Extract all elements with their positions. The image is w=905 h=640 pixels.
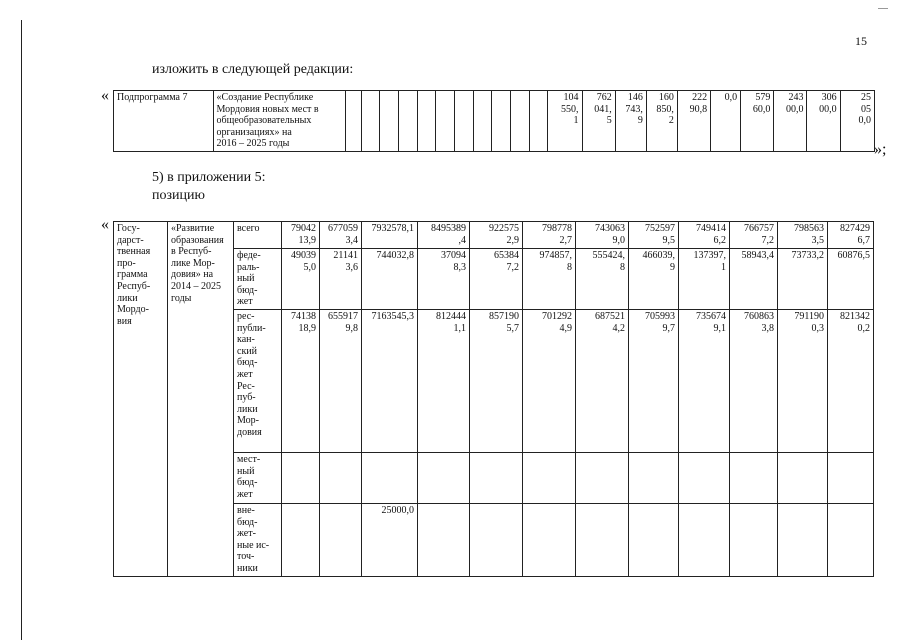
- cell-line: 6,7: [857, 234, 870, 246]
- cell-line: ный: [237, 465, 255, 477]
- cell-line: 21141: [333, 250, 358, 261]
- cell-line: всего: [237, 223, 260, 234]
- value-cell: [418, 310, 470, 453]
- value-cell: [320, 222, 362, 249]
- cell-line: 791190: [794, 311, 824, 322]
- value-cell: [774, 91, 807, 152]
- cell-line: 579: [755, 92, 771, 103]
- value-cell: [828, 453, 874, 504]
- value-cell: [548, 91, 582, 152]
- value-cell: [362, 453, 418, 504]
- cell-line: 9,8: [345, 322, 358, 334]
- cell-line: 222: [692, 92, 708, 103]
- cell-line: 705993: [645, 311, 675, 322]
- value-cell: [282, 453, 320, 504]
- cell-line: Рес-: [237, 380, 255, 392]
- value-cell: [741, 91, 774, 152]
- cell-line: 306: [821, 92, 837, 103]
- value-cell: [615, 91, 646, 152]
- cell-line: 65384: [494, 250, 519, 261]
- quote-open-1: «: [101, 87, 109, 104]
- value-cell: [679, 504, 730, 577]
- cell-line: 8,3: [453, 261, 466, 273]
- cell-line: 9: [637, 115, 643, 127]
- value-cell: [646, 91, 677, 152]
- cell-line: 00,0: [785, 103, 804, 115]
- cell-line: 25: [861, 92, 871, 103]
- value-cell: [523, 222, 576, 249]
- empty-cell: [529, 91, 548, 152]
- cell-line: жет: [237, 368, 253, 380]
- cell-line: 041,: [594, 103, 612, 115]
- cell-line: публи-: [237, 322, 266, 334]
- cell-line: вия: [117, 315, 132, 327]
- value-cell: [730, 504, 778, 577]
- cell-line: в Респуб-: [171, 246, 212, 258]
- value-cell: [576, 310, 629, 453]
- cell-line: Мордо-: [117, 304, 149, 316]
- cell-line: 798563: [794, 223, 824, 234]
- cell-line: 701292: [542, 311, 572, 322]
- cell-line: «Развитие: [171, 223, 215, 234]
- cell-line: 0,0: [724, 92, 738, 103]
- cell-line: 2: [668, 115, 674, 127]
- value-cell: [828, 310, 874, 453]
- cell-line: довия: [237, 426, 262, 438]
- cell-line: 9,5: [662, 234, 675, 246]
- cell-line: 760863: [744, 311, 774, 322]
- value-cell: [679, 310, 730, 453]
- cell-line: бюд-: [237, 477, 258, 489]
- cell-line: 2,7: [559, 234, 572, 246]
- cell-line: лики: [237, 403, 258, 415]
- cell-line: 25000,0: [381, 505, 414, 516]
- cell-line: бюд-: [237, 516, 258, 528]
- value-cell: [362, 504, 418, 577]
- cell-line: 7932578,1: [371, 223, 414, 234]
- cell-line: 857190: [489, 311, 519, 322]
- funding-source-cell: [234, 453, 282, 504]
- cell-line: рес-: [237, 311, 255, 322]
- value-cell: [470, 453, 523, 504]
- empty-cell: [511, 91, 530, 152]
- value-cell: [418, 453, 470, 504]
- cell-line: ский: [237, 345, 257, 357]
- intro-line: изложить в следующей редакции:: [152, 62, 354, 77]
- cell-line: ,4: [458, 234, 466, 246]
- value-cell: [523, 310, 576, 453]
- value-cell: [362, 310, 418, 453]
- cell-line: 104: [563, 92, 579, 103]
- subprogram-7-table: [113, 90, 875, 152]
- cell-line: 60,0: [752, 103, 771, 115]
- quote-close-1: »;: [874, 141, 887, 158]
- quote-open-2: «: [101, 216, 109, 233]
- cell-line: образования: [171, 234, 224, 246]
- cell-line: «Создание Республике: [216, 92, 314, 103]
- cell-line: 762: [596, 92, 612, 103]
- value-cell: [730, 249, 778, 310]
- cell-line: 79042: [291, 223, 316, 234]
- cell-line: 766757: [744, 223, 774, 234]
- value-cell: [778, 453, 828, 504]
- value-cell: [576, 249, 629, 310]
- cell-line: жет-: [237, 528, 256, 540]
- cell-line: 146: [627, 92, 643, 103]
- cell-line: 73733,2: [791, 250, 824, 261]
- value-cell: [679, 249, 730, 310]
- cell-line: 687521: [595, 311, 625, 322]
- cell-line: 752597: [645, 223, 675, 234]
- cell-line: 743063: [595, 223, 625, 234]
- cell-line: 243: [788, 92, 804, 103]
- cell-line: 466039,: [642, 250, 675, 261]
- top-edge-mark: [878, 8, 888, 9]
- cell-line: 5: [606, 115, 612, 127]
- page-number: 15: [855, 34, 867, 48]
- program-name-cell: [114, 222, 168, 577]
- cell-line: бюд-: [237, 357, 258, 369]
- value-cell: [711, 91, 741, 152]
- empty-cell: [436, 91, 455, 152]
- value-cell: [840, 91, 874, 152]
- value-cell: [282, 310, 320, 453]
- cell-line: 8: [620, 261, 625, 273]
- cell-line: 5,7: [506, 322, 519, 334]
- value-cell: [320, 249, 362, 310]
- value-cell: [629, 310, 679, 453]
- value-cell: [523, 504, 576, 577]
- value-cell: [362, 249, 418, 310]
- position-line: позицию: [152, 188, 205, 203]
- value-cell: [677, 91, 710, 152]
- table-row: [114, 91, 875, 152]
- cell-line: 18,9: [298, 322, 316, 334]
- cell-line: 827429: [840, 223, 870, 234]
- cell-line: 90,8: [689, 103, 708, 115]
- cell-line: 05: [861, 103, 871, 115]
- program-title-cell: [168, 222, 234, 577]
- funding-source-cell: [234, 504, 282, 577]
- cell-line: 2,9: [506, 234, 519, 246]
- cell-line: 4,9: [559, 322, 572, 334]
- value-cell: [730, 453, 778, 504]
- cell-line: 58943,4: [741, 250, 774, 261]
- value-cell: [320, 453, 362, 504]
- cell-line: пуб-: [237, 392, 256, 404]
- cell-line: кан-: [237, 334, 255, 346]
- cell-line: Мордовия новых мест в: [216, 103, 319, 115]
- cell-line: 6,2: [713, 234, 726, 246]
- cell-line: 0,3: [811, 322, 824, 334]
- cell-line: 3,8: [761, 322, 774, 334]
- cell-line: раль-: [237, 261, 260, 273]
- value-cell: [523, 249, 576, 310]
- cell-line: 7,2: [506, 261, 519, 273]
- value-cell: [629, 504, 679, 577]
- cell-line: 3,5: [811, 234, 824, 246]
- value-cell: [828, 249, 874, 310]
- cell-line: точ-: [237, 551, 255, 563]
- value-cell: [320, 310, 362, 453]
- value-cell: [362, 222, 418, 249]
- cell-line: 749414: [696, 223, 726, 234]
- cell-line: Подпрограмма 7: [117, 92, 188, 103]
- value-cell: [418, 504, 470, 577]
- cell-line: вне-: [237, 505, 255, 516]
- cell-line: 9,7: [662, 322, 675, 334]
- empty-cell: [417, 91, 436, 152]
- cell-line: жет: [237, 296, 253, 308]
- value-cell: [470, 222, 523, 249]
- cell-line: 160: [658, 92, 674, 103]
- cell-line: 974857,: [539, 250, 572, 261]
- cell-line: 37094: [441, 250, 466, 261]
- cell-line: дарст-: [117, 234, 144, 246]
- value-cell: [828, 504, 874, 577]
- funding-source-cell: [234, 249, 282, 310]
- cell-line: 821342: [840, 311, 870, 322]
- cell-line: 0,0: [858, 115, 871, 127]
- empty-cell: [399, 91, 418, 152]
- cell-line: 922575: [489, 223, 519, 234]
- cell-line: твенная: [117, 246, 151, 258]
- state-program-table: [113, 221, 874, 577]
- cell-line: мест-: [237, 454, 261, 465]
- value-cell: [282, 504, 320, 577]
- cell-line: грамма: [117, 269, 148, 281]
- value-cell: [576, 504, 629, 577]
- cell-line: про-: [117, 257, 136, 269]
- value-cell: [418, 222, 470, 249]
- table-row: [114, 222, 874, 249]
- cell-line: 2014 – 2025: [171, 280, 221, 292]
- cell-line: ные ис-: [237, 539, 270, 551]
- cell-line: 677059: [328, 223, 358, 234]
- cell-line: Госу-: [117, 223, 140, 234]
- cell-line: 9,0: [612, 234, 625, 246]
- cell-line: 74138: [291, 311, 316, 322]
- cell-line: лики: [117, 292, 138, 304]
- value-cell: [282, 222, 320, 249]
- value-cell: [582, 91, 615, 152]
- cell-line: довия» на: [171, 269, 214, 281]
- cell-line: 744032,8: [376, 250, 414, 261]
- cell-line: 9: [670, 261, 675, 273]
- value-cell: [679, 453, 730, 504]
- cell-line: 735674: [696, 311, 726, 322]
- cell-line: 1: [573, 115, 579, 127]
- value-cell: [778, 310, 828, 453]
- value-cell: [470, 249, 523, 310]
- cell-line: 8: [567, 261, 572, 273]
- empty-cell: [473, 91, 492, 152]
- cell-line: 9,1: [713, 322, 726, 334]
- value-cell: [320, 504, 362, 577]
- cell-line: 798778: [542, 223, 572, 234]
- value-cell: [576, 453, 629, 504]
- value-cell: [679, 222, 730, 249]
- cell-line: 137397,: [693, 250, 726, 261]
- section-line: 5) в приложении 5:: [152, 170, 266, 185]
- value-cell: [629, 249, 679, 310]
- value-cell: [828, 222, 874, 249]
- cell-line: 4,2: [612, 322, 625, 334]
- cell-line: 7,2: [761, 234, 774, 246]
- value-cell: [629, 453, 679, 504]
- cell-line: организациях» на: [216, 126, 292, 138]
- empty-cell: [380, 91, 399, 152]
- cell-line: бюд-: [237, 284, 258, 296]
- cell-line: 49039: [291, 250, 316, 261]
- cell-line: 3,4: [345, 234, 358, 246]
- cell-line: 550,: [561, 103, 579, 115]
- empty-cell: [346, 91, 362, 152]
- empty-cell: [492, 91, 511, 152]
- cell-line: 1: [721, 261, 726, 273]
- cell-line: общеобразовательных: [216, 115, 312, 127]
- cell-line: Мор-: [237, 415, 259, 427]
- cell-line: ники: [237, 562, 258, 574]
- funding-source-cell: [234, 310, 282, 453]
- value-cell: [778, 222, 828, 249]
- funding-source-cell: [234, 222, 282, 249]
- cell-line: Респуб-: [117, 280, 151, 292]
- page-left-rule: [21, 20, 22, 640]
- cell-line: 8495389: [431, 223, 466, 234]
- value-cell: [282, 249, 320, 310]
- value-cell: [576, 222, 629, 249]
- value-cell: [778, 249, 828, 310]
- cell-line: 555424,: [592, 250, 625, 261]
- cell-line: 1,1: [453, 322, 466, 334]
- value-cell: [730, 222, 778, 249]
- value-cell: [629, 222, 679, 249]
- cell-line: 3,6: [345, 261, 358, 273]
- cell-line: годы: [171, 292, 192, 304]
- value-cell: [807, 91, 840, 152]
- cell-line: 13,9: [298, 234, 316, 246]
- cell-line: 850,: [656, 103, 674, 115]
- empty-cell: [361, 91, 380, 152]
- value-cell: [470, 504, 523, 577]
- value-cell: [523, 453, 576, 504]
- subprogram-title-cell: [213, 91, 346, 152]
- cell-line: 0,2: [857, 322, 870, 334]
- cell-line: феде-: [237, 250, 261, 261]
- cell-line: 812444: [436, 311, 466, 322]
- empty-cell: [455, 91, 474, 152]
- value-cell: [730, 310, 778, 453]
- cell-line: 7163545,3: [371, 311, 414, 322]
- cell-line: жет: [237, 488, 253, 500]
- cell-line: 2016 – 2025 годы: [216, 138, 290, 150]
- cell-line: 5,0: [303, 261, 316, 273]
- value-cell: [418, 249, 470, 310]
- cell-line: 655917: [328, 311, 358, 322]
- value-cell: [470, 310, 523, 453]
- cell-line: ный: [237, 273, 255, 285]
- cell-line: 60876,5: [837, 250, 870, 261]
- value-cell: [778, 504, 828, 577]
- cell-line: 00,0: [819, 103, 837, 115]
- cell-line: 743,: [625, 103, 643, 115]
- subprogram-name-cell: [114, 91, 214, 152]
- cell-line: лике Мор-: [171, 257, 215, 269]
